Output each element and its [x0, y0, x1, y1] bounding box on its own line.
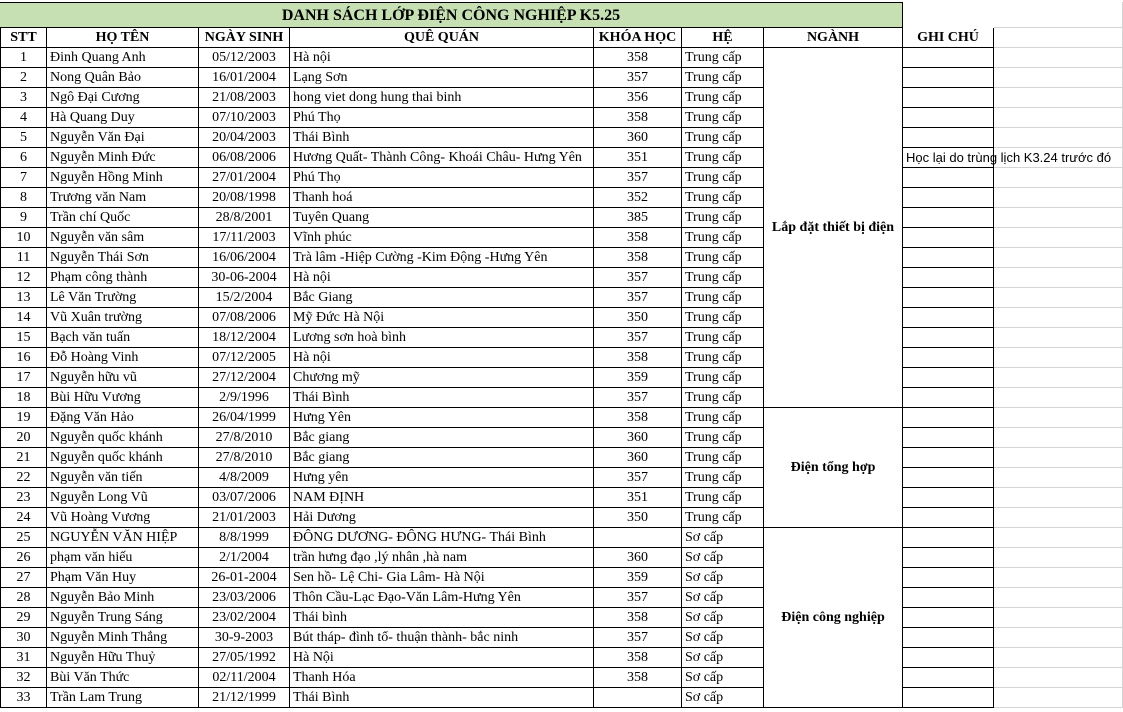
- table-cell[interactable]: Hà Nội: [290, 648, 594, 668]
- table-cell[interactable]: Sen hồ- Lệ Chi- Gia Lâm- Hà Nội: [290, 568, 594, 588]
- table-cell[interactable]: Vũ Hoàng Vương: [47, 508, 199, 528]
- table-cell[interactable]: Hà nội: [290, 348, 594, 368]
- table-cell[interactable]: 18/12/2004: [199, 328, 290, 348]
- empty-cell[interactable]: [994, 608, 1123, 628]
- table-cell[interactable]: 3: [0, 88, 47, 108]
- table-cell[interactable]: 2: [0, 68, 47, 88]
- empty-cell[interactable]: [994, 308, 1123, 328]
- table-cell[interactable]: ĐÔNG DƯƠNG- ĐÔNG HƯNG- Thái Bình: [290, 528, 594, 548]
- table-cell[interactable]: Thanh Hóa: [290, 668, 594, 688]
- table-cell[interactable]: hong viet dong hung thai binh: [290, 88, 594, 108]
- empty-cell[interactable]: [994, 368, 1123, 388]
- note-cell[interactable]: [903, 388, 994, 408]
- table-cell[interactable]: 350: [594, 508, 682, 528]
- table-cell[interactable]: 10: [0, 228, 47, 248]
- table-cell[interactable]: Nguyễn Văn Đại: [47, 128, 199, 148]
- table-cell[interactable]: Nguyễn Hữu Thuỷ: [47, 648, 199, 668]
- table-cell[interactable]: 28/8/2001: [199, 208, 290, 228]
- table-cell[interactable]: Trung cấp: [682, 488, 764, 508]
- note-text[interactable]: Học lại do trùng lịch K3.24 trước đó: [906, 150, 1112, 165]
- empty-cell[interactable]: [994, 2, 1123, 28]
- table-cell[interactable]: 4/8/2009: [199, 468, 290, 488]
- table-cell[interactable]: Đỗ Hoàng Vinh: [47, 348, 199, 368]
- table-cell[interactable]: Chương mỹ: [290, 368, 594, 388]
- empty-cell[interactable]: [994, 88, 1123, 108]
- table-cell[interactable]: [594, 528, 682, 548]
- table-cell[interactable]: Nguyễn quốc khánh: [47, 448, 199, 468]
- empty-cell[interactable]: [994, 48, 1123, 68]
- table-cell[interactable]: Hương Quất- Thành Công- Khoái Châu- Hưng Yên: [290, 148, 594, 168]
- table-cell[interactable]: 358: [594, 248, 682, 268]
- table-cell[interactable]: 357: [594, 288, 682, 308]
- note-cell[interactable]: [903, 548, 994, 568]
- table-cell[interactable]: 27/05/1992: [199, 648, 290, 668]
- table-cell[interactable]: 360: [594, 548, 682, 568]
- table-cell[interactable]: Sơ cấp: [682, 648, 764, 668]
- empty-cell[interactable]: [994, 228, 1123, 248]
- table-cell[interactable]: Trung cấp: [682, 308, 764, 328]
- table-cell[interactable]: Nguyễn Trung Sáng: [47, 608, 199, 628]
- table-cell[interactable]: 351: [594, 488, 682, 508]
- nganh-cell[interactable]: Điện công nghiệp: [764, 528, 903, 708]
- table-cell[interactable]: Nguyễn Long Vũ: [47, 488, 199, 508]
- table-cell[interactable]: Nguyễn quốc khánh: [47, 428, 199, 448]
- table-cell[interactable]: [594, 688, 682, 708]
- empty-cell[interactable]: [994, 428, 1123, 448]
- table-cell[interactable]: 357: [594, 168, 682, 188]
- empty-cell[interactable]: [994, 668, 1123, 688]
- table-cell[interactable]: Trung cấp: [682, 188, 764, 208]
- table-cell[interactable]: 30-06-2004: [199, 268, 290, 288]
- column-header[interactable]: HỌ TÊN: [47, 28, 199, 48]
- column-header[interactable]: QUÊ QUÁN: [290, 28, 594, 48]
- table-cell[interactable]: Sơ cấp: [682, 688, 764, 708]
- table-cell[interactable]: 15: [0, 328, 47, 348]
- empty-cell[interactable]: [994, 628, 1123, 648]
- table-cell[interactable]: Tuyên Quang: [290, 208, 594, 228]
- table-cell[interactable]: 5: [0, 128, 47, 148]
- empty-cell[interactable]: [994, 108, 1123, 128]
- empty-cell[interactable]: [994, 488, 1123, 508]
- table-cell[interactable]: 21/01/2003: [199, 508, 290, 528]
- note-cell[interactable]: [903, 268, 994, 288]
- empty-cell[interactable]: [994, 208, 1123, 228]
- empty-cell[interactable]: [994, 568, 1123, 588]
- table-cell[interactable]: 27/12/2004: [199, 368, 290, 388]
- empty-cell[interactable]: [994, 388, 1123, 408]
- table-cell[interactable]: Sơ cấp: [682, 528, 764, 548]
- note-cell[interactable]: [903, 408, 994, 428]
- table-cell[interactable]: 02/11/2004: [199, 668, 290, 688]
- table-cell[interactable]: 25: [0, 528, 47, 548]
- table-cell[interactable]: 360: [594, 448, 682, 468]
- table-cell[interactable]: 358: [594, 408, 682, 428]
- table-cell[interactable]: 26/04/1999: [199, 408, 290, 428]
- table-cell[interactable]: 356: [594, 88, 682, 108]
- table-cell[interactable]: 21/08/2003: [199, 88, 290, 108]
- table-cell[interactable]: Hà nội: [290, 48, 594, 68]
- table-cell[interactable]: Bạch văn tuấn: [47, 328, 199, 348]
- table-cell[interactable]: Trần Lam Trung: [47, 688, 199, 708]
- table-cell[interactable]: phạm văn hiếu: [47, 548, 199, 568]
- table-cell[interactable]: 22: [0, 468, 47, 488]
- table-cell[interactable]: Phạm công thành: [47, 268, 199, 288]
- column-header[interactable]: STT: [0, 28, 47, 48]
- table-cell[interactable]: Bùi Văn Thức: [47, 668, 199, 688]
- table-cell[interactable]: Nong Quân Bảo: [47, 68, 199, 88]
- table-cell[interactable]: Bút tháp- đình tổ- thuận thành- bắc ninh: [290, 628, 594, 648]
- table-cell[interactable]: NAM ĐỊNH: [290, 488, 594, 508]
- empty-cell[interactable]: [994, 588, 1123, 608]
- empty-cell[interactable]: [994, 348, 1123, 368]
- table-cell[interactable]: Trung cấp: [682, 168, 764, 188]
- empty-cell[interactable]: [994, 528, 1123, 548]
- note-cell[interactable]: [903, 128, 994, 148]
- empty-cell[interactable]: [994, 28, 1123, 48]
- table-cell[interactable]: Trung cấp: [682, 108, 764, 128]
- table-cell[interactable]: Lạng Sơn: [290, 68, 594, 88]
- empty-cell[interactable]: [994, 248, 1123, 268]
- empty-cell[interactable]: [994, 288, 1123, 308]
- table-cell[interactable]: 15/2/2004: [199, 288, 290, 308]
- table-cell[interactable]: 357: [594, 388, 682, 408]
- table-cell[interactable]: 16: [0, 348, 47, 368]
- table-cell[interactable]: Nguyễn Hồng Minh: [47, 168, 199, 188]
- note-cell[interactable]: [903, 48, 994, 68]
- nganh-cell[interactable]: Lắp đặt thiết bị điện: [764, 48, 903, 408]
- table-cell[interactable]: 05/12/2003: [199, 48, 290, 68]
- table-cell[interactable]: Trung cấp: [682, 288, 764, 308]
- table-cell[interactable]: Mỹ Đức Hà Nội: [290, 308, 594, 328]
- empty-cell[interactable]: [994, 648, 1123, 668]
- table-cell[interactable]: Trung cấp: [682, 468, 764, 488]
- table-cell[interactable]: 20/08/1998: [199, 188, 290, 208]
- table-cell[interactable]: 13: [0, 288, 47, 308]
- table-cell[interactable]: 357: [594, 268, 682, 288]
- table-cell[interactable]: NGUYỄN VĂN HIỆP: [47, 528, 199, 548]
- table-cell[interactable]: 32: [0, 668, 47, 688]
- column-header[interactable]: NGÀNH: [764, 28, 903, 48]
- table-cell[interactable]: 1: [0, 48, 47, 68]
- note-cell[interactable]: [903, 468, 994, 488]
- table-cell[interactable]: Hà Quang Duy: [47, 108, 199, 128]
- table-cell[interactable]: 8: [0, 188, 47, 208]
- table-cell[interactable]: 6: [0, 148, 47, 168]
- note-cell[interactable]: [903, 448, 994, 468]
- table-cell[interactable]: 2/9/1996: [199, 388, 290, 408]
- table-cell[interactable]: 359: [594, 568, 682, 588]
- note-cell[interactable]: [903, 208, 994, 228]
- table-cell[interactable]: Thanh hoá: [290, 188, 594, 208]
- table-cell[interactable]: 357: [594, 628, 682, 648]
- table-cell[interactable]: Sơ cấp: [682, 628, 764, 648]
- table-cell[interactable]: 358: [594, 48, 682, 68]
- empty-cell[interactable]: [994, 188, 1123, 208]
- table-cell[interactable]: Sơ cấp: [682, 568, 764, 588]
- note-cell[interactable]: [903, 348, 994, 368]
- table-cell[interactable]: 18: [0, 388, 47, 408]
- table-cell[interactable]: 358: [594, 228, 682, 248]
- empty-cell[interactable]: [994, 548, 1123, 568]
- table-cell[interactable]: Thái bình: [290, 608, 594, 628]
- table-cell[interactable]: Trung cấp: [682, 328, 764, 348]
- table-cell[interactable]: Trung cấp: [682, 208, 764, 228]
- table-cell[interactable]: 26-01-2004: [199, 568, 290, 588]
- table-cell[interactable]: Thái Bình: [290, 688, 594, 708]
- table-cell[interactable]: 16/01/2004: [199, 68, 290, 88]
- table-cell[interactable]: 27/01/2004: [199, 168, 290, 188]
- table-cell[interactable]: 33: [0, 688, 47, 708]
- table-cell[interactable]: Bắc giang: [290, 428, 594, 448]
- table-cell[interactable]: 27: [0, 568, 47, 588]
- column-header[interactable]: KHÓA HỌC: [594, 28, 682, 48]
- table-cell[interactable]: Trần chí Quốc: [47, 208, 199, 228]
- table-cell[interactable]: 21: [0, 448, 47, 468]
- note-cell[interactable]: [903, 108, 994, 128]
- table-cell[interactable]: 358: [594, 668, 682, 688]
- table-cell[interactable]: 352: [594, 188, 682, 208]
- table-cell[interactable]: Sơ cấp: [682, 608, 764, 628]
- table-cell[interactable]: Bắc Giang: [290, 288, 594, 308]
- table-cell[interactable]: 16/06/2004: [199, 248, 290, 268]
- table-cell[interactable]: 358: [594, 608, 682, 628]
- table-cell[interactable]: Hưng Yên: [290, 408, 594, 428]
- note-cell[interactable]: [903, 688, 994, 708]
- sheet-title[interactable]: DANH SÁCH LỚP ĐIỆN CÔNG NGHIỆP K5.25: [0, 2, 903, 28]
- table-cell[interactable]: Nguyễn Minh Thắng: [47, 628, 199, 648]
- table-cell[interactable]: Thái Bình: [290, 128, 594, 148]
- table-cell[interactable]: Đặng Văn Hảo: [47, 408, 199, 428]
- empty-cell[interactable]: [994, 508, 1123, 528]
- table-cell[interactable]: 27/8/2010: [199, 428, 290, 448]
- table-cell[interactable]: Lê Văn Trường: [47, 288, 199, 308]
- table-cell[interactable]: Vĩnh phúc: [290, 228, 594, 248]
- table-cell[interactable]: Phú Thọ: [290, 168, 594, 188]
- table-cell[interactable]: 7: [0, 168, 47, 188]
- table-cell[interactable]: Trung cấp: [682, 408, 764, 428]
- empty-cell[interactable]: [994, 128, 1123, 148]
- empty-cell[interactable]: [994, 468, 1123, 488]
- table-cell[interactable]: Nguyễn văn sâm: [47, 228, 199, 248]
- table-cell[interactable]: Nguyễn Minh Đức: [47, 148, 199, 168]
- table-cell[interactable]: 23/02/2004: [199, 608, 290, 628]
- table-cell[interactable]: 17/11/2003: [199, 228, 290, 248]
- column-header[interactable]: GHI CHÚ: [903, 28, 994, 48]
- table-cell[interactable]: Nguyễn hữu vũ: [47, 368, 199, 388]
- table-cell[interactable]: 360: [594, 428, 682, 448]
- table-cell[interactable]: Lương sơn hoà bình: [290, 328, 594, 348]
- table-cell[interactable]: Sơ cấp: [682, 588, 764, 608]
- table-cell[interactable]: 9: [0, 208, 47, 228]
- table-cell[interactable]: 19: [0, 408, 47, 428]
- empty-cell[interactable]: [994, 268, 1123, 288]
- note-cell[interactable]: [903, 528, 994, 548]
- table-cell[interactable]: 17: [0, 368, 47, 388]
- table-cell[interactable]: 385: [594, 208, 682, 228]
- table-cell[interactable]: 28: [0, 588, 47, 608]
- column-header[interactable]: HỆ: [682, 28, 764, 48]
- table-cell[interactable]: 11: [0, 248, 47, 268]
- note-cell[interactable]: [903, 188, 994, 208]
- table-cell[interactable]: 30: [0, 628, 47, 648]
- table-cell[interactable]: Bắc giang: [290, 448, 594, 468]
- empty-cell[interactable]: [994, 328, 1123, 348]
- table-cell[interactable]: 357: [594, 588, 682, 608]
- table-cell[interactable]: Phạm Văn Huy: [47, 568, 199, 588]
- table-cell[interactable]: 07/12/2005: [199, 348, 290, 368]
- table-cell[interactable]: 4: [0, 108, 47, 128]
- table-cell[interactable]: 2/1/2004: [199, 548, 290, 568]
- table-cell[interactable]: Nguyễn văn tiến: [47, 468, 199, 488]
- table-cell[interactable]: 06/08/2006: [199, 148, 290, 168]
- table-cell[interactable]: 07/10/2003: [199, 108, 290, 128]
- table-cell[interactable]: Trung cấp: [682, 68, 764, 88]
- table-cell[interactable]: Trà lâm -Hiệp Cường -Kim Động -Hưng Yên: [290, 248, 594, 268]
- table-cell[interactable]: 20/04/2003: [199, 128, 290, 148]
- table-cell[interactable]: Ngô Đại Cương: [47, 88, 199, 108]
- empty-cell[interactable]: [994, 448, 1123, 468]
- table-cell[interactable]: 8/8/1999: [199, 528, 290, 548]
- table-cell[interactable]: 360: [594, 128, 682, 148]
- table-cell[interactable]: Trương văn Nam: [47, 188, 199, 208]
- table-cell[interactable]: 26: [0, 548, 47, 568]
- empty-cell[interactable]: [994, 168, 1123, 188]
- table-cell[interactable]: 12: [0, 268, 47, 288]
- note-cell[interactable]: [903, 308, 994, 328]
- table-cell[interactable]: 07/08/2006: [199, 308, 290, 328]
- table-cell[interactable]: 31: [0, 648, 47, 668]
- table-cell[interactable]: Sơ cấp: [682, 668, 764, 688]
- table-cell[interactable]: 351: [594, 148, 682, 168]
- table-cell[interactable]: 357: [594, 68, 682, 88]
- nganh-cell[interactable]: Điện tổng hợp: [764, 408, 903, 528]
- table-cell[interactable]: trần hưng đạo ,lý nhân ,hà nam: [290, 548, 594, 568]
- note-cell[interactable]: [903, 328, 994, 348]
- table-cell[interactable]: Trung cấp: [682, 148, 764, 168]
- note-cell[interactable]: [903, 368, 994, 388]
- table-cell[interactable]: Trung cấp: [682, 388, 764, 408]
- note-cell[interactable]: [903, 88, 994, 108]
- note-cell[interactable]: [903, 648, 994, 668]
- table-cell[interactable]: 23/03/2006: [199, 588, 290, 608]
- table-cell[interactable]: Nguyễn Bảo Minh: [47, 588, 199, 608]
- note-cell[interactable]: [903, 248, 994, 268]
- table-cell[interactable]: Hà nội: [290, 268, 594, 288]
- table-cell[interactable]: 29: [0, 608, 47, 628]
- table-cell[interactable]: 21/12/1999: [199, 688, 290, 708]
- note-cell[interactable]: [903, 568, 994, 588]
- table-cell[interactable]: Trung cấp: [682, 508, 764, 528]
- table-cell[interactable]: Trung cấp: [682, 368, 764, 388]
- table-cell[interactable]: 24: [0, 508, 47, 528]
- table-cell[interactable]: 03/07/2006: [199, 488, 290, 508]
- table-cell[interactable]: Vũ Xuân trường: [47, 308, 199, 328]
- note-cell[interactable]: [903, 68, 994, 88]
- note-cell[interactable]: [903, 608, 994, 628]
- table-cell[interactable]: 27/8/2010: [199, 448, 290, 468]
- note-cell[interactable]: [903, 628, 994, 648]
- table-cell[interactable]: Trung cấp: [682, 248, 764, 268]
- table-cell[interactable]: Thái Bình: [290, 388, 594, 408]
- table-cell[interactable]: Bùi Hữu Vương: [47, 388, 199, 408]
- note-cell[interactable]: [903, 588, 994, 608]
- table-cell[interactable]: 358: [594, 648, 682, 668]
- table-cell[interactable]: 30-9-2003: [199, 628, 290, 648]
- table-cell[interactable]: Hưng yên: [290, 468, 594, 488]
- table-cell[interactable]: 350: [594, 308, 682, 328]
- table-cell[interactable]: 358: [594, 108, 682, 128]
- empty-cell[interactable]: [994, 68, 1123, 88]
- table-cell[interactable]: Trung cấp: [682, 348, 764, 368]
- note-cell[interactable]: [903, 228, 994, 248]
- table-cell[interactable]: Trung cấp: [682, 88, 764, 108]
- note-cell[interactable]: [903, 288, 994, 308]
- table-cell[interactable]: 359: [594, 368, 682, 388]
- table-cell[interactable]: Trung cấp: [682, 128, 764, 148]
- note-cell[interactable]: [903, 668, 994, 688]
- table-cell[interactable]: 23: [0, 488, 47, 508]
- table-cell[interactable]: 358: [594, 348, 682, 368]
- table-cell[interactable]: Trung cấp: [682, 268, 764, 288]
- table-cell[interactable]: Thôn Cầu-Lạc Đạo-Văn Lâm-Hưng Yên: [290, 588, 594, 608]
- note-cell[interactable]: [903, 488, 994, 508]
- table-cell[interactable]: Trung cấp: [682, 428, 764, 448]
- table-cell[interactable]: Sơ cấp: [682, 548, 764, 568]
- table-cell[interactable]: 14: [0, 308, 47, 328]
- table-cell[interactable]: 20: [0, 428, 47, 448]
- note-cell[interactable]: [903, 428, 994, 448]
- table-cell[interactable]: Đinh Quang Anh: [47, 48, 199, 68]
- table-cell[interactable]: Trung cấp: [682, 228, 764, 248]
- empty-cell[interactable]: [994, 408, 1123, 428]
- note-cell[interactable]: [903, 168, 994, 188]
- table-cell[interactable]: Phú Thọ: [290, 108, 594, 128]
- table-cell[interactable]: 357: [594, 468, 682, 488]
- note-cell[interactable]: [903, 508, 994, 528]
- table-cell[interactable]: Nguyễn Thái Sơn: [47, 248, 199, 268]
- empty-cell[interactable]: [994, 688, 1123, 708]
- table-cell[interactable]: Trung cấp: [682, 48, 764, 68]
- table-cell[interactable]: Trung cấp: [682, 448, 764, 468]
- column-header[interactable]: NGÀY SINH: [199, 28, 290, 48]
- table-cell[interactable]: 357: [594, 328, 682, 348]
- table-cell[interactable]: Hải Dương: [290, 508, 594, 528]
